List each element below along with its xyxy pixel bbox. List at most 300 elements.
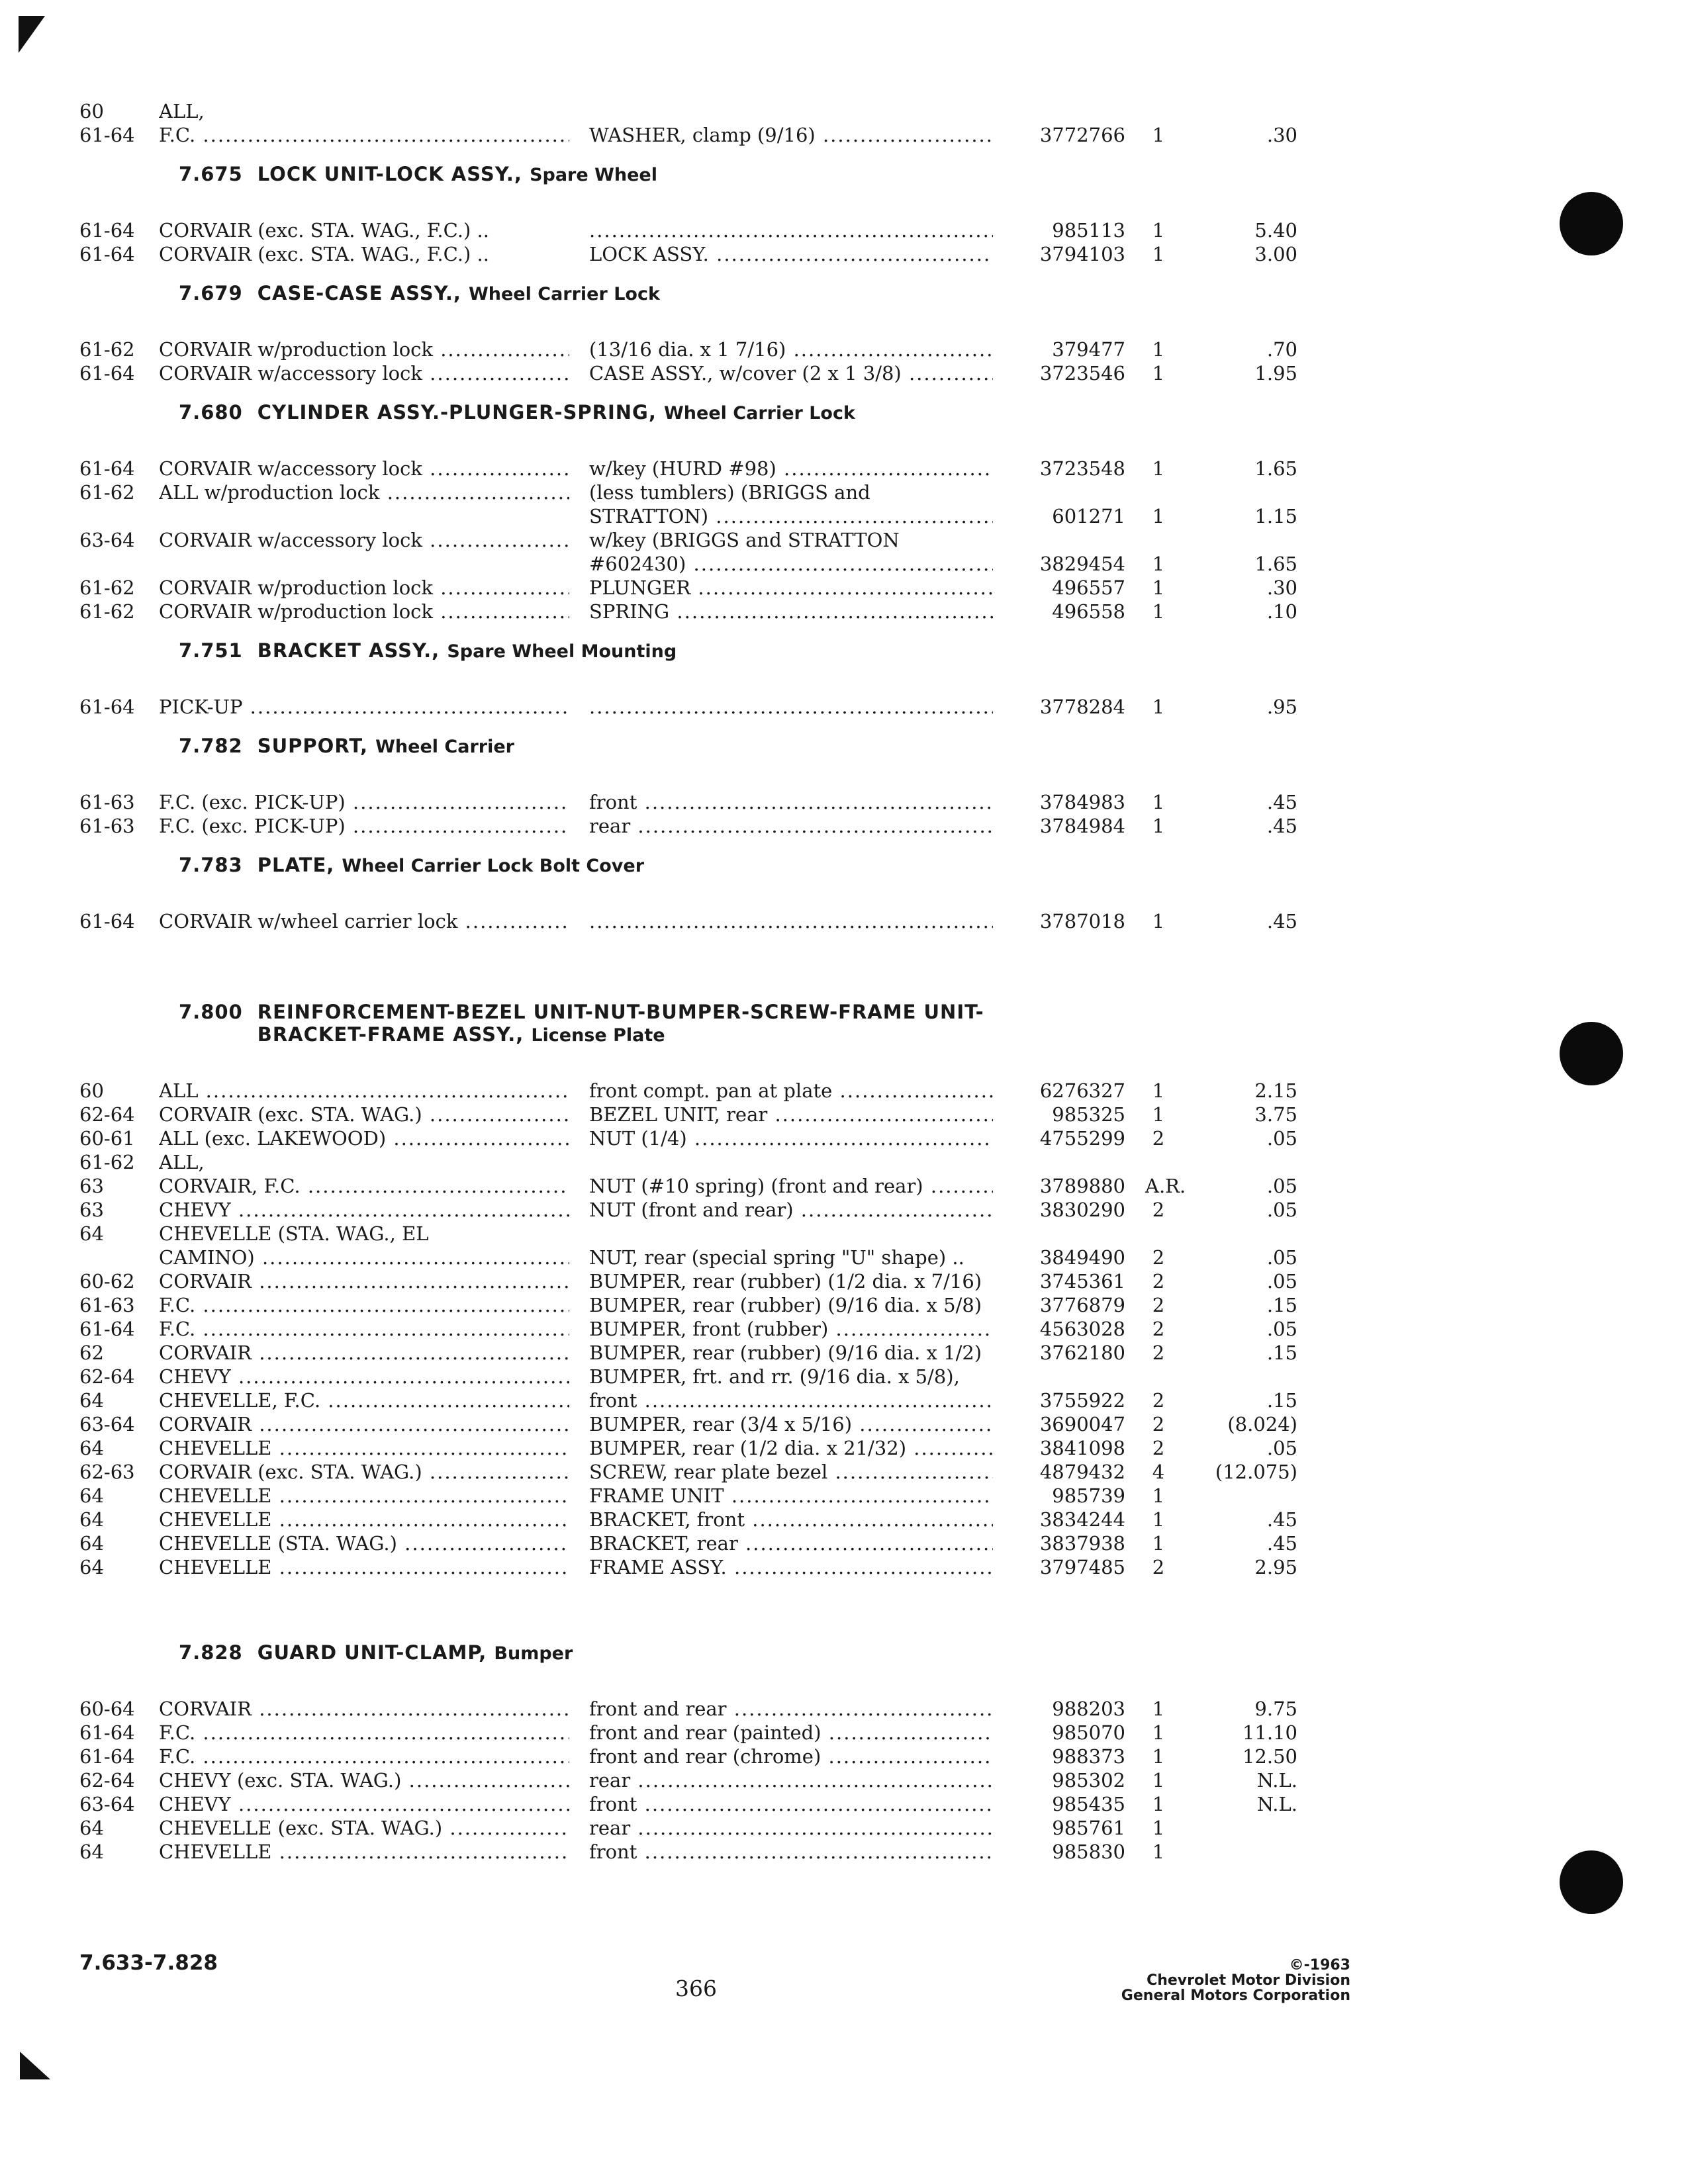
part-number: 985070	[1052, 1721, 1125, 1744]
catalog-row	[79, 1293, 1297, 1317]
part-number: 4563028	[1039, 1318, 1125, 1340]
quantity: 1	[1152, 1721, 1165, 1744]
catalog-row	[79, 1792, 1297, 1816]
part-number: 3772766	[1039, 124, 1125, 146]
price: .70	[1266, 338, 1297, 361]
price: .05	[1266, 1199, 1297, 1221]
part-description: WASHER, clamp (9/16) .....	[589, 123, 993, 147]
part-number: 3834244	[1039, 1508, 1125, 1531]
part-number: 3755922	[1039, 1389, 1125, 1412]
section-spacer	[79, 437, 1284, 457]
price: 5.40	[1254, 219, 1297, 242]
part-description: front compt. pan at plate .....	[589, 1079, 993, 1103]
model-application: CORVAIR .....	[159, 1269, 569, 1293]
model-year: 62-64	[79, 1103, 135, 1126]
quantity: 2	[1152, 1556, 1165, 1578]
model-application: CORVAIR w/production lock .....	[159, 600, 569, 623]
part-number: 3797485	[1039, 1556, 1125, 1578]
quantity: 1	[1152, 1079, 1165, 1102]
section-number: 7.782	[179, 735, 243, 757]
quantity: 2	[1152, 1342, 1165, 1364]
part-number: 3784984	[1039, 815, 1125, 837]
part-number: 3762180	[1039, 1342, 1125, 1364]
price: .05	[1266, 1318, 1297, 1340]
model-year: 63-64	[79, 1413, 135, 1435]
model-year: 63	[79, 1199, 104, 1221]
price: (12.075)	[1215, 1461, 1297, 1483]
catalog-row	[79, 1531, 1297, 1555]
part-description: (less tumblers) (BRIGGS and	[589, 481, 870, 504]
part-number: 3841098	[1039, 1437, 1125, 1459]
model-year: 60-62	[79, 1270, 135, 1293]
model-year: 61-63	[79, 791, 135, 813]
catalog-row	[79, 361, 1297, 385]
quantity: 1	[1152, 362, 1165, 385]
catalog-row	[79, 1222, 1284, 1246]
model-year: 61-63	[79, 815, 135, 837]
part-number: 985302	[1052, 1769, 1125, 1792]
model-application: CORVAIR (exc. STA. WAG., F.C.) ..	[159, 243, 489, 265]
section-title-text: CYLINDER ASSY.-PLUNGER-SPRING,	[257, 401, 657, 424]
part-number: 3794103	[1039, 243, 1125, 265]
catalog-row	[79, 1412, 1297, 1436]
model-year: 62	[79, 1342, 104, 1364]
part-description: w/key (HURD #98) .....	[589, 457, 993, 480]
part-description: front .....	[589, 790, 993, 814]
quantity: 1	[1152, 553, 1165, 575]
binder-hole-middle	[1560, 1022, 1623, 1085]
price: .45	[1266, 1508, 1297, 1531]
quantity: 1	[1152, 1484, 1165, 1507]
section-title-text: BRACKET ASSY.,	[257, 639, 440, 662]
section-title-text: SUPPORT,	[257, 735, 369, 757]
quantity: 2	[1152, 1270, 1165, 1293]
part-number: 379477	[1052, 338, 1125, 361]
copyright-year: ©-1963	[1289, 1957, 1350, 1974]
part-description: front .....	[589, 1792, 993, 1816]
quantity: 2	[1152, 1199, 1165, 1221]
section-header	[79, 1625, 1284, 1677]
model-application: CORVAIR (exc. STA. WAG.) .....	[159, 1460, 569, 1484]
catalog-row	[79, 218, 1297, 242]
part-description: BUMPER, front (rubber) .....	[589, 1317, 993, 1341]
model-application: F.C. .....	[159, 1293, 569, 1317]
section-subtitle: Spare Wheel	[530, 165, 657, 185]
section-header	[79, 266, 1284, 318]
model-year: 61-62	[79, 1151, 135, 1173]
section-title	[179, 1001, 1172, 1047]
model-year: 61-64	[79, 696, 135, 718]
catalog-row	[79, 1816, 1284, 1840]
part-description: BUMPER, rear (1/2 dia. x 21/32) .....	[589, 1436, 993, 1460]
part-description: STRATTON) .....	[589, 504, 993, 528]
catalog-row	[79, 504, 1297, 528]
model-year: 61-64	[79, 124, 135, 146]
price: N.L.	[1256, 1793, 1297, 1815]
model-application: CORVAIR w/wheel carrier lock .....	[159, 909, 569, 933]
quantity: 2	[1152, 1437, 1165, 1459]
section-spacer	[79, 318, 1284, 338]
model-application: ALL,	[159, 1151, 205, 1173]
section-title	[179, 163, 657, 185]
binder-hole-bottom	[1560, 1850, 1623, 1914]
section-spacer	[79, 1579, 1284, 1625]
catalog-row	[79, 1103, 1297, 1126]
section-subtitle: Wheel Carrier	[375, 737, 514, 757]
price: .15	[1266, 1389, 1297, 1412]
catalog-row	[79, 1697, 1297, 1721]
part-number: 985830	[1052, 1841, 1125, 1863]
section-subtitle: Wheel Carrier Lock Bolt Cover	[342, 856, 645, 876]
model-year: 63	[79, 1175, 104, 1197]
part-description: SPRING .....	[589, 600, 993, 623]
section-number: 7.751	[179, 639, 243, 662]
catalog-row	[79, 909, 1297, 933]
model-year: 60-64	[79, 1698, 135, 1720]
part-description: NUT (1/4) .....	[589, 1126, 993, 1150]
model-application: CHEVY (exc. STA. WAG.) .....	[159, 1768, 569, 1792]
price: 12.50	[1242, 1745, 1297, 1768]
part-description: SCREW, rear plate bezel .....	[589, 1460, 993, 1484]
part-description: BUMPER, rear (rubber) (1/2 dia. x 7/16)	[589, 1270, 982, 1293]
catalog-row	[79, 1365, 1284, 1388]
catalog-row	[79, 600, 1297, 623]
section-subtitle: License Plate	[531, 1025, 665, 1046]
section-header	[79, 147, 1284, 199]
model-year: 61-62	[79, 338, 135, 361]
price: 1.95	[1254, 362, 1297, 385]
catalog-row	[79, 814, 1297, 838]
part-number: 985435	[1052, 1793, 1125, 1815]
price: 3.75	[1254, 1103, 1297, 1126]
price: .10	[1266, 600, 1297, 623]
model-application: CHEVY .....	[159, 1792, 569, 1816]
part-number: 3829454	[1039, 553, 1125, 575]
quantity: 2	[1152, 1413, 1165, 1435]
model-year: 61-64	[79, 243, 135, 265]
catalog-row	[79, 1436, 1297, 1460]
price: 11.10	[1242, 1721, 1297, 1744]
page-range-label: 7.633-7.828	[79, 1951, 218, 1975]
model-application: CHEVELLE (STA. WAG., EL	[159, 1222, 429, 1245]
price: 1.15	[1254, 505, 1297, 527]
model-application: CHEVELLE, F.C. .....	[159, 1388, 569, 1412]
model-application: F.C. .....	[159, 1745, 569, 1768]
section-spacer	[79, 1059, 1284, 1079]
model-year: 61-64	[79, 219, 135, 242]
model-application: CHEVELLE .....	[159, 1484, 569, 1508]
model-year: 61-64	[79, 1745, 135, 1768]
part-number: 4755299	[1039, 1127, 1125, 1150]
quantity: 1	[1152, 1817, 1165, 1839]
model-year: 62-64	[79, 1769, 135, 1792]
catalog-row	[79, 1768, 1297, 1792]
section-spacer	[79, 199, 1284, 218]
part-number: 496557	[1052, 576, 1125, 599]
model-application: CHEVY .....	[159, 1198, 569, 1222]
catalog-row	[79, 1174, 1297, 1198]
model-application: CORVAIR .....	[159, 1341, 569, 1365]
corporation-name: General Motors Corporation	[1121, 1987, 1350, 2004]
part-description: BRACKET, rear .....	[589, 1531, 993, 1555]
price: .30	[1266, 124, 1297, 146]
model-application: CORVAIR w/production lock .....	[159, 576, 569, 600]
section-title	[179, 1641, 573, 1664]
part-description: LOCK ASSY. .....	[589, 242, 993, 266]
section-subtitle: Bumper	[494, 1643, 573, 1664]
part-description	[589, 695, 993, 719]
price: (8.024)	[1227, 1413, 1297, 1435]
part-number: 3837938	[1039, 1532, 1125, 1555]
quantity: 1	[1152, 1793, 1165, 1815]
catalog-row	[79, 576, 1297, 600]
section-title-text-2: BRACKET-FRAME ASSY.,	[257, 1023, 524, 1046]
catalog-row	[79, 1246, 1297, 1269]
catalog-row	[79, 1317, 1297, 1341]
model-application: CHEVELLE (exc. STA. WAG.) .....	[159, 1816, 569, 1840]
quantity: 1	[1152, 910, 1165, 933]
part-description: front and rear .....	[589, 1697, 993, 1721]
quantity: 1	[1152, 696, 1165, 718]
quantity: 1	[1152, 1508, 1165, 1531]
part-description: BRACKET, front .....	[589, 1508, 993, 1531]
part-description: rear .....	[589, 1816, 993, 1840]
part-description: PLUNGER .....	[589, 576, 993, 600]
price: 1.65	[1254, 457, 1297, 480]
model-application: F.C. (exc. PICK-UP) .....	[159, 790, 569, 814]
part-description: front .....	[589, 1388, 993, 1412]
quantity: 1	[1152, 1103, 1165, 1126]
part-description: front and rear (painted) .....	[589, 1721, 993, 1745]
part-description: CASE ASSY., w/cover (2 x 1 3/8) .....	[589, 361, 993, 385]
part-number: 985761	[1052, 1817, 1125, 1839]
part-number: 4879432	[1039, 1461, 1125, 1483]
model-application: CORVAIR .....	[159, 1697, 569, 1721]
part-number: 3778284	[1039, 696, 1125, 718]
catalog-row	[79, 1460, 1297, 1484]
model-year: 61-64	[79, 910, 135, 933]
part-description: BEZEL UNIT, rear .....	[589, 1103, 993, 1126]
catalog-row	[79, 790, 1297, 814]
model-year: 63-64	[79, 529, 135, 551]
model-application: CHEVELLE .....	[159, 1436, 569, 1460]
model-application: CORVAIR (exc. STA. WAG., F.C.) ..	[159, 219, 489, 242]
model-year: 61-62	[79, 481, 135, 504]
section-subtitle: Wheel Carrier Lock	[468, 284, 660, 304]
model-application: F.C. .....	[159, 1721, 569, 1745]
model-year: 61-62	[79, 600, 135, 623]
catalog-row	[79, 1341, 1297, 1365]
model-application: PICK-UP .....	[159, 695, 569, 719]
price: .15	[1266, 1294, 1297, 1316]
quantity: 1	[1152, 1841, 1165, 1863]
parts-catalog-page	[79, 99, 1297, 1864]
model-application: ALL .....	[159, 1079, 569, 1103]
model-application: CORVAIR w/accessory lock .....	[159, 361, 569, 385]
part-number: 988373	[1052, 1745, 1125, 1768]
quantity: 1	[1152, 576, 1165, 599]
part-description: rear .....	[589, 1768, 993, 1792]
part-description: front and rear (chrome) .....	[589, 1745, 993, 1768]
price: N.L.	[1256, 1769, 1297, 1792]
part-number: 496558	[1052, 600, 1125, 623]
section-title	[179, 639, 677, 662]
price: 3.00	[1254, 243, 1297, 265]
quantity: 1	[1152, 243, 1165, 265]
model-application: ALL (exc. LAKEWOOD) .....	[159, 1126, 569, 1150]
price: 2.95	[1254, 1556, 1297, 1578]
model-application: CHEVELLE (STA. WAG.) .....	[159, 1531, 569, 1555]
price: .45	[1266, 815, 1297, 837]
catalog-row	[79, 1721, 1297, 1745]
part-number: 3784983	[1039, 791, 1125, 813]
price: .05	[1266, 1175, 1297, 1197]
price: .05	[1266, 1270, 1297, 1293]
part-number: 3789880	[1039, 1175, 1125, 1197]
catalog-row	[79, 1508, 1297, 1531]
model-year: 64	[79, 1222, 104, 1245]
quantity: 4	[1152, 1461, 1165, 1483]
model-application: F.C. .....	[159, 123, 569, 147]
price: 1.65	[1254, 553, 1297, 575]
section-spacer	[79, 889, 1284, 909]
model-application: CHEVELLE .....	[159, 1508, 569, 1531]
model-application: CORVAIR, F.C. .....	[159, 1174, 569, 1198]
model-year: 60-61	[79, 1127, 135, 1150]
catalog-row	[79, 338, 1297, 361]
section-title-text: REINFORCEMENT-BEZEL UNIT-NUT-BUMPER-SCREW-FRAME UNIT-	[257, 1001, 984, 1023]
model-application: CORVAIR w/production lock .....	[159, 338, 569, 361]
quantity: 1	[1152, 505, 1165, 527]
quantity: 1	[1152, 1698, 1165, 1720]
section-header	[79, 979, 1284, 1059]
price: 9.75	[1254, 1698, 1297, 1720]
model-year: 61-64	[79, 1318, 135, 1340]
model-year: 62-64	[79, 1365, 135, 1388]
model-year: 61-63	[79, 1294, 135, 1316]
model-year: 64	[79, 1841, 104, 1863]
section-title	[179, 854, 644, 876]
section-subtitle: Spare Wheel Mounting	[447, 641, 677, 662]
section-title-text: PLATE,	[257, 854, 335, 876]
part-number: 985113	[1052, 219, 1125, 242]
quantity: A.R.	[1145, 1175, 1186, 1197]
catalog-row	[79, 242, 1297, 266]
section-title-text: LOCK UNIT-LOCK ASSY.,	[257, 163, 522, 185]
section-number: 7.828	[179, 1641, 243, 1664]
price: .05	[1266, 1127, 1297, 1150]
corner-mark-bottom-left	[20, 2052, 50, 2079]
section-number: 7.680	[179, 401, 243, 424]
quantity: 2	[1152, 1294, 1165, 1316]
price: .30	[1266, 576, 1297, 599]
quantity: 1	[1152, 219, 1165, 242]
model-year: 64	[79, 1484, 104, 1507]
part-number: 3830290	[1039, 1199, 1125, 1221]
price: .05	[1266, 1246, 1297, 1269]
catalog-row	[79, 1079, 1297, 1103]
copyright-block	[1072, 1958, 1350, 2003]
model-year: 60	[79, 100, 104, 122]
catalog-row	[79, 1745, 1297, 1768]
part-number: 985325	[1052, 1103, 1125, 1126]
section-header	[79, 623, 1284, 675]
section-header	[79, 719, 1284, 770]
quantity: 1	[1152, 1745, 1165, 1768]
page-number: 366	[675, 1976, 717, 2001]
part-description: #602430) .....	[589, 552, 993, 576]
part-description: w/key (BRIGGS and STRATTON	[589, 529, 900, 551]
part-number: 601271	[1052, 505, 1125, 527]
model-year: 64	[79, 1532, 104, 1555]
quantity: 2	[1152, 1318, 1165, 1340]
section-number: 7.675	[179, 163, 243, 185]
section-number: 7.783	[179, 854, 243, 876]
quantity: 2	[1152, 1127, 1165, 1150]
corner-mark-top-left	[19, 16, 45, 53]
model-year: 61-62	[79, 576, 135, 599]
part-number: 3776879	[1039, 1294, 1125, 1316]
catalog-row	[79, 1555, 1297, 1579]
section-title	[179, 282, 660, 304]
model-year: 64	[79, 1389, 104, 1412]
catalog-row	[79, 1198, 1297, 1222]
catalog-row	[79, 552, 1297, 576]
part-number: 3745361	[1039, 1270, 1125, 1293]
model-year: 64	[79, 1556, 104, 1578]
part-description: BUMPER, rear (rubber) (9/16 dia. x 5/8)	[589, 1294, 982, 1316]
section-title	[179, 735, 514, 757]
part-number: 988203	[1052, 1698, 1125, 1720]
model-year: 61-64	[79, 362, 135, 385]
price: .45	[1266, 1532, 1297, 1555]
part-description: rear .....	[589, 814, 993, 838]
price: .95	[1266, 696, 1297, 718]
model-application: CHEVELLE .....	[159, 1555, 569, 1579]
catalog-row	[79, 1150, 1284, 1174]
section-number: 7.679	[179, 282, 243, 304]
part-description: FRAME ASSY. .....	[589, 1555, 993, 1579]
model-application: ALL w/production lock .....	[159, 480, 569, 504]
section-subtitle: Wheel Carrier Lock	[664, 403, 855, 424]
model-application: F.C. .....	[159, 1317, 569, 1341]
quantity: 1	[1152, 1769, 1165, 1792]
part-number: 3787018	[1039, 910, 1125, 933]
part-description: FRAME UNIT .....	[589, 1484, 993, 1508]
model-year: 60	[79, 1079, 104, 1102]
division-name: Chevrolet Motor Division	[1147, 1972, 1350, 1989]
part-number: 3690047	[1039, 1413, 1125, 1435]
part-description: NUT, rear (special spring "U" shape) ..	[589, 1246, 964, 1269]
part-number: 985739	[1052, 1484, 1125, 1507]
catalog-row	[79, 99, 1284, 123]
catalog-row	[79, 1269, 1297, 1293]
quantity: 1	[1152, 791, 1165, 813]
model-year: 63-64	[79, 1793, 135, 1815]
model-year: 64	[79, 1437, 104, 1459]
model-year: 64	[79, 1508, 104, 1531]
catalog-row	[79, 1388, 1297, 1412]
section-spacer	[79, 770, 1284, 790]
quantity: 2	[1152, 1246, 1165, 1269]
quantity: 1	[1152, 600, 1165, 623]
model-application: CORVAIR w/accessory lock .....	[159, 528, 569, 552]
price: 2.15	[1254, 1079, 1297, 1102]
quantity: 1	[1152, 457, 1165, 480]
section-number: 7.800	[179, 1001, 243, 1023]
price: .45	[1266, 910, 1297, 933]
part-description: (13/16 dia. x 1 7/16) .....	[589, 338, 993, 361]
